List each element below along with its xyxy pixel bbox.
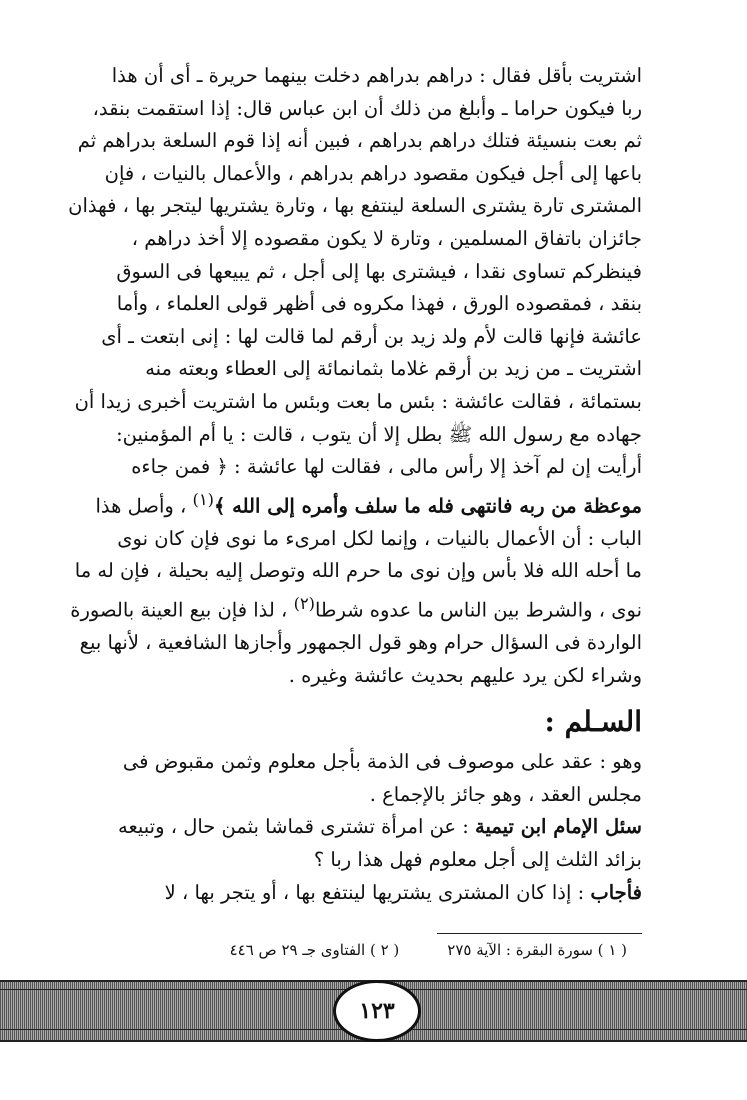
body-line: جائزان باتفاق المسلمين ، وتارة لا يكون مقصوده إلا أخذ دراهم ، xyxy=(131,226,642,250)
footnote-divider xyxy=(437,933,642,934)
answer-line xyxy=(108,877,642,910)
question-line xyxy=(108,811,642,844)
body-line: اشتريت ـ من زيد بن أرقم غلاما بثمانمائة إلى العطاء وبعته منه xyxy=(145,357,642,381)
footnote-1: ( ١ ) سورة البقرة : الآية ٢٧٥ xyxy=(447,941,627,959)
body-line: بنقد ، فمقصوده الورق ، فهذا مكروه فى أظهر قولى العلماء ، وأما xyxy=(116,292,642,316)
body-line: اشتريت بأقل فقال : دراهم بدراهم دخلت بينهما حريرة ـ أى أن هذا xyxy=(111,64,642,87)
question-label: سئل الإمام ابن تيمية xyxy=(475,815,642,839)
body-line: ربا فيكون حراما ـ وأبلغ من ذلك أن ابن عباس قال: إذا استقمت بنقد، xyxy=(92,96,642,120)
body-line: فينظركم تساوى نقدا ، فيشترى بها إلى أجل ، ثم يبيعها فى السوق xyxy=(116,259,642,283)
definition-line: وهو : عقد على موصوف فى الذمة بأجل معلوم وثمن مقبوض فى xyxy=(122,750,642,774)
footnote-marker-2[interactable]: (٢) xyxy=(293,594,315,613)
answer-label: فأجاب xyxy=(590,880,642,904)
body-line: المشترى تارة يشترى السلعة لينتفع بها ، وتارة يشتريها ليتجر بها ، فهذان xyxy=(68,194,642,218)
body-line: عائشة فإنها قالت لأم ولد زيد بن أرقم لما قالت لها : إنى ابتعت ـ أى xyxy=(101,324,642,348)
body-line: الباب : أن الأعمال بالنيات ، وإنما لكل امرىء ما نوى فإن كان نوى xyxy=(117,526,642,550)
footnote-2: ( ٢ ) الفتاوى جـ ٢٩ ص ٤٤٦ xyxy=(229,941,400,959)
body-line: ما أحله الله فلا بأس وإن نوى ما حرم الله وتوصل إليه بحيلة ، فإن له ما xyxy=(74,559,642,583)
footnotes xyxy=(100,938,627,962)
definition-line: مجلس العقد ، وهو جائز بالإجماع . xyxy=(369,782,642,806)
body-line: باعها إلى أجل فيكون مقصود دراهم بدراهم ، والأعمال بالنيات ، فإن xyxy=(104,161,642,185)
verse-line xyxy=(95,484,642,523)
body-line: أرأيت إن لم آخذ إلا رأس مالى ، فقالت لها عائشة : ﴿ فمن جاءه xyxy=(131,455,642,479)
body-line: جهاده مع رسول الله ﷺ بطل إلا أن يتوب ، قالت : يا أم المؤمنين: xyxy=(116,422,642,446)
body-text: نوى ، والشرط بين الناس ما عدوه شرطا xyxy=(314,598,642,622)
body-line: الواردة فى السؤال حرام وهو قول الجمهور وأجازها الشافعية ، لأنها بيع xyxy=(79,631,642,655)
body-text: ، لذا فإن بيع العينة بالصورة xyxy=(70,598,294,622)
page-number: ١٢٣ xyxy=(333,980,421,1042)
main-text xyxy=(68,60,642,909)
footnote-ref-line xyxy=(70,588,642,627)
question-text: : عن امرأة تشترى قماشا بثمن حال ، وتبيعه xyxy=(118,815,476,839)
section-heading: السـلم : xyxy=(544,705,642,739)
answer-text: : إذا كان المشترى يشتريها لينتفع بها ، أو يتجر بها ، لا xyxy=(164,880,591,904)
footnote-marker-1[interactable]: (١) xyxy=(192,489,214,509)
body-line: بستمائة ، فقالت عائشة : بئس ما بعت وبئس ما اشتريت أخبرى زيدا أن xyxy=(74,389,642,413)
body-line: وشراء لكن يرد عليهم بحديث عائشة وغيره . xyxy=(288,663,642,687)
verse-text: موعظة من ربه فانتهى فله ما سلف وأمره إلى الله ﴾ xyxy=(213,494,642,518)
verse-trailing-text: ، وأصل هذا xyxy=(95,494,193,518)
body-line: ثم بعت بنسيئة فتلك دراهم بدراهم ، فبين أنه إذا قوم السلعة بدراهم ثم xyxy=(77,129,642,153)
question-line: بزائد الثلث إلى أجل معلوم فهل هذا ربا ؟ xyxy=(313,848,642,872)
